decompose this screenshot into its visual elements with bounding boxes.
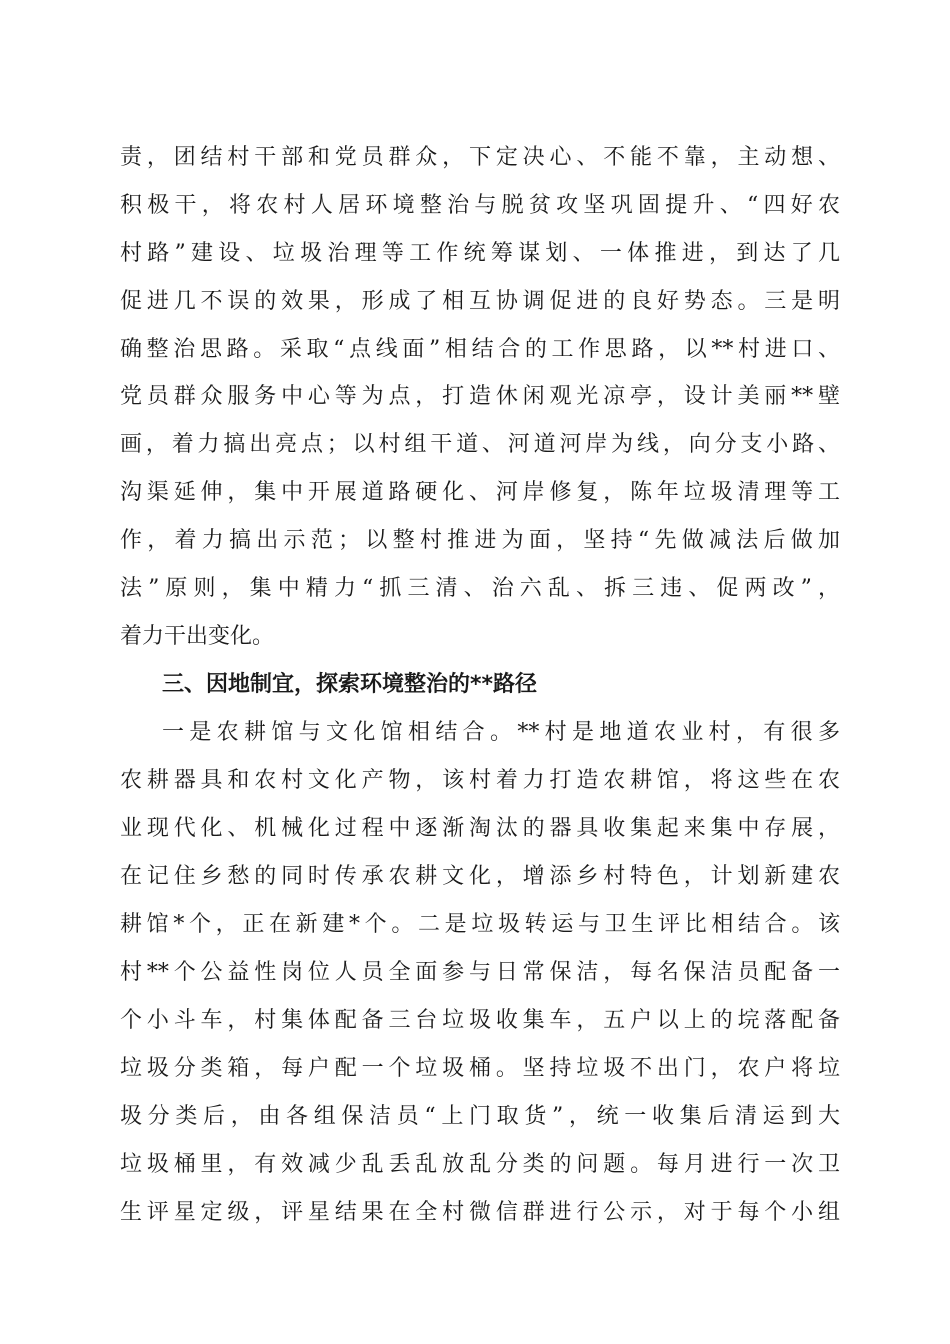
section-heading: 三、因地制宜，探索环境整治的**路径: [162, 672, 538, 697]
paragraph-line: 积极干，将农村人居环境整治与脱贫攻坚巩固提升、“四好农: [120, 193, 840, 218]
paragraph-line: 个小斗车，村集体配备三台垃圾收集车，五户以上的垸落配备: [120, 1008, 840, 1033]
paragraph-line: 责，团结村干部和党员群众，下定决心、不能不靠，主动想、: [120, 145, 840, 170]
paragraph-line: 耕馆*个，正在新建*个。二是垃圾转运与卫生评比相结合。该: [120, 912, 840, 937]
paragraph-line: 村路”建设、垃圾治理等工作统筹谋划、一体推进，到达了几: [120, 241, 840, 266]
paragraph-line: 作，着力搞出示范；以整村推进为面，坚持“先做减法后做加: [120, 528, 840, 553]
paragraph-line: 农耕器具和农村文化产物，该村着力打造农耕馆，将这些在农: [120, 768, 840, 793]
paragraph-line: 圾分类后，由各组保洁员“上门取货”，统一收集后清运到大: [120, 1104, 840, 1129]
paragraph-line: 画，着力搞出亮点；以村组干道、河道河岸为线，向分支小路、: [120, 432, 840, 457]
paragraph-line: 生评星定级，评星结果在全村微信群进行公示，对于每个小组: [120, 1200, 840, 1225]
paragraph-line: 法”原则，集中精力“抓三清、治六乱、拆三违、促两改”，: [120, 576, 840, 601]
paragraph-line: 沟渠延伸，集中开展道路硬化、河岸修复，陈年垃圾清理等工: [120, 480, 840, 505]
paragraph-line: 垃圾分类箱，每户配一个垃圾桶。坚持垃圾不出门，农户将垃: [120, 1056, 840, 1081]
paragraph-line: 业现代化、机械化过程中逐渐淘汰的器具收集起来集中存展，: [120, 816, 840, 841]
paragraph-line: 确整治思路。采取“点线面”相结合的工作思路，以**村进口、: [120, 337, 840, 362]
paragraph-line: 促进几不误的效果，形成了相互协调促进的良好势态。三是明: [120, 289, 840, 314]
paragraph-line: 在记住乡愁的同时传承农耕文化，增添乡村特色，计划新建农: [120, 864, 840, 889]
paragraph-line: 党员群众服务中心等为点，打造休闲观光凉亭，设计美丽**壁: [120, 384, 840, 409]
paragraph-line: 一是农耕馆与文化馆相结合。**村是地道农业村，有很多: [162, 720, 840, 745]
paragraph-line: 村**个公益性岗位人员全面参与日常保洁，每名保洁员配备一: [120, 960, 840, 985]
paragraph-line: 垃圾桶里，有效减少乱丢乱放乱分类的问题。每月进行一次卫: [120, 1152, 840, 1177]
paragraph-line: 着力干出变化。: [120, 624, 275, 649]
